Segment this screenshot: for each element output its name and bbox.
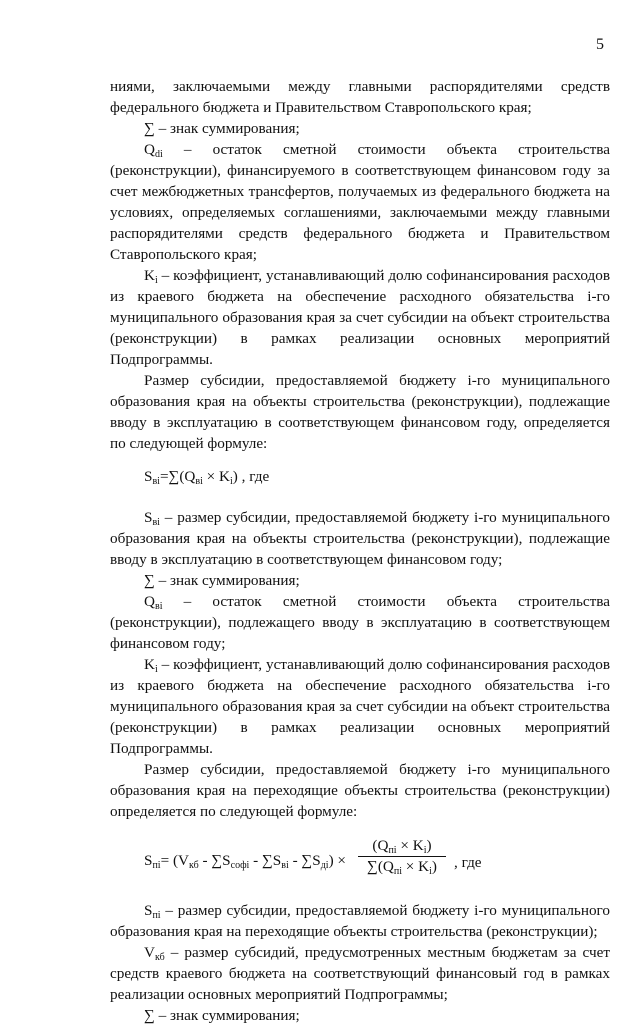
paragraph: $K_i$ – коэффициент, устанавливающий долю софинансирования расходов из краевого бюджета на обеспечение расходного обязательства i-го муниципального образования края за счет субсидии на объект строительства (реконструкции) в рамках реализации основных мероприятий Подпрограммы. — [110, 267, 610, 368]
formula-subsidy-commissioning: $S_{вi}=\sum(Q_{вi} \times K_i)$ , где — [144, 468, 270, 487]
paragraph: $S_{пi}$ – размер субсидии, предоставляемой бюджету i-го муниципального образования края на переходящие объекты строительства (реконструкции); — [110, 902, 610, 940]
paragraph: $V_{кб}$ – размер субсидий, предусмотренных местным бюджетам за счет средств краевого бюджета на соответствующий финансовый год в рамках реализации основных мероприятий Подпрограммы; — [110, 944, 610, 1003]
formula-lhs: $S_{пi}= (V_{кб} - \sum S_{софi} - \sum S_{вi} - \sum S_{дi})$ × — [144, 852, 346, 871]
paragraph: Размер субсидии, предоставляемой бюджету i-го муниципального образования края на переходящие объекты строительства (реконструкции) определяется по следующей формуле: — [110, 761, 610, 820]
paragraph: ∑ – знак суммирования; — [144, 1007, 300, 1024]
paragraph: ниями, заключаемыми между главными распорядителями средств федерального бюджета и Правительством Ставропольского края; — [110, 78, 610, 116]
document-body — [110, 76, 610, 1026]
paragraph: $K_i$ – коэффициент, устанавливающий долю софинансирования расходов из краевого бюджета на обеспечение расходного обязательства i-го муниципального образования края за счет субсидии на объект строительства (реконструкции) в рамках реализации основных мероприятий Подпрограммы. — [110, 656, 610, 757]
paragraph: $S_{вi}$ – размер субсидии, предоставляемой бюджету i-го муниципального образования края на объекты строительства (реконструкции), подлежащие вводу в эксплуатацию в соответствующем финансовом году; — [110, 509, 610, 568]
paragraph: ∑ – знак суммирования; — [144, 120, 300, 137]
formula-fraction — [358, 836, 446, 877]
paragraph: ∑ – знак суммирования; — [144, 572, 300, 589]
fraction-numerator: $(Q_{пi} \times K_i)$ — [358, 836, 446, 857]
paragraph: $Q_{вi}$ – остаток сметной стоимости объекта строительства (реконструкции), подлежащего вводу в эксплуатацию в соответствующем финансовом году; — [110, 593, 610, 652]
formula-tail: , где — [454, 854, 482, 871]
paragraph: Размер субсидии, предоставляемой бюджету i-го муниципального образования края на объекты строительства (реконструкции), подлежащие вводу в эксплуатацию в соответствующем финансовом году, определяется по следующей формуле: — [110, 372, 610, 452]
formula-subsidy-transitional — [110, 836, 610, 886]
page-number: 5 — [596, 36, 604, 53]
fraction-denominator: $\sum(Q_{пi} \times K_i)$ — [367, 858, 437, 877]
paragraph: $Q_{di}$ – остаток сметной стоимости объекта строительства (реконструкции), финансируемого в соответствующем финансовом году за счет межбюджетных трансфертов, получаемых из федерального бюджета на условиях, определяемых соглашениями, заключаемыми между главными распорядителями средств федерального бюджета и Правительством Ставропольского края; — [110, 141, 610, 263]
